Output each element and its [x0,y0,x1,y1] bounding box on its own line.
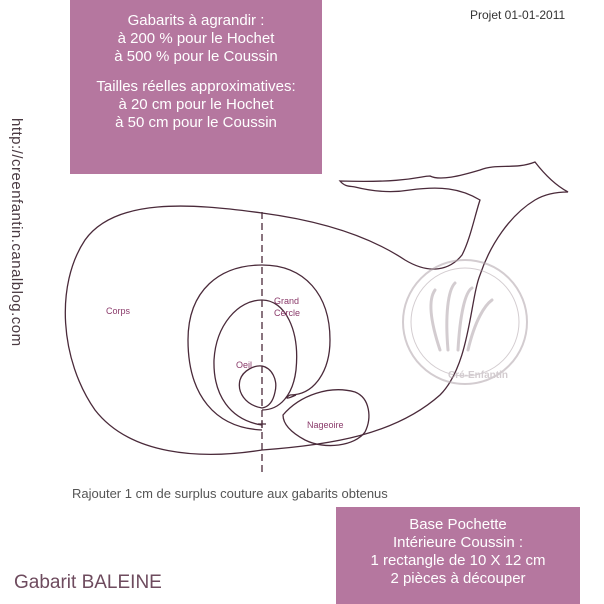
instructions-line: Tailles réelles approximatives: [96,78,296,95]
label-nageoire: Nageoire [307,420,344,430]
grand-cercle-outline [188,265,330,430]
label-grand: Grand [274,296,300,306]
whale-body-outline [65,162,568,454]
instructions-box [70,0,322,174]
pochette-box [336,507,580,604]
cre-enfantin-stamp [403,260,527,384]
instructions-enlarge-block [70,12,322,66]
pochette-line: 2 pièces à découper [390,570,526,587]
instructions-line: Gabarits à agrandir : [127,12,265,29]
instructions-size-block [70,78,322,132]
label-oeil: Oeil [236,360,253,370]
pochette-line: 1 rectangle de 10 X 12 cm [370,552,546,569]
label-corps: Corps [106,306,131,316]
instructions-line: à 50 cm pour le Coussin [115,114,277,131]
label-cercle: Cercle [274,308,301,318]
instructions-line: à 200 % pour le Hochet [117,30,275,47]
stamp-text: Cré-Enfantin [448,370,508,381]
pochette-line: Base Pochette [409,516,507,533]
project-date: Projet 01-01-2011 [470,8,566,22]
eye-mark [258,420,266,428]
instructions-line: à 500 % pour le Coussin [114,48,278,65]
seam-allowance-caption: Rajouter 1 cm de surplus couture aux gabarits obtenus [72,486,388,501]
pattern-title: Gabarit BALEINE [14,572,162,593]
blog-url: http://creenfantin.canalblog.com [8,118,25,347]
pochette-line: Intérieure Coussin : [392,534,524,551]
oeil-outline [239,366,275,408]
instructions-line: à 20 cm pour le Hochet [118,96,274,113]
pochette-block [336,516,580,588]
